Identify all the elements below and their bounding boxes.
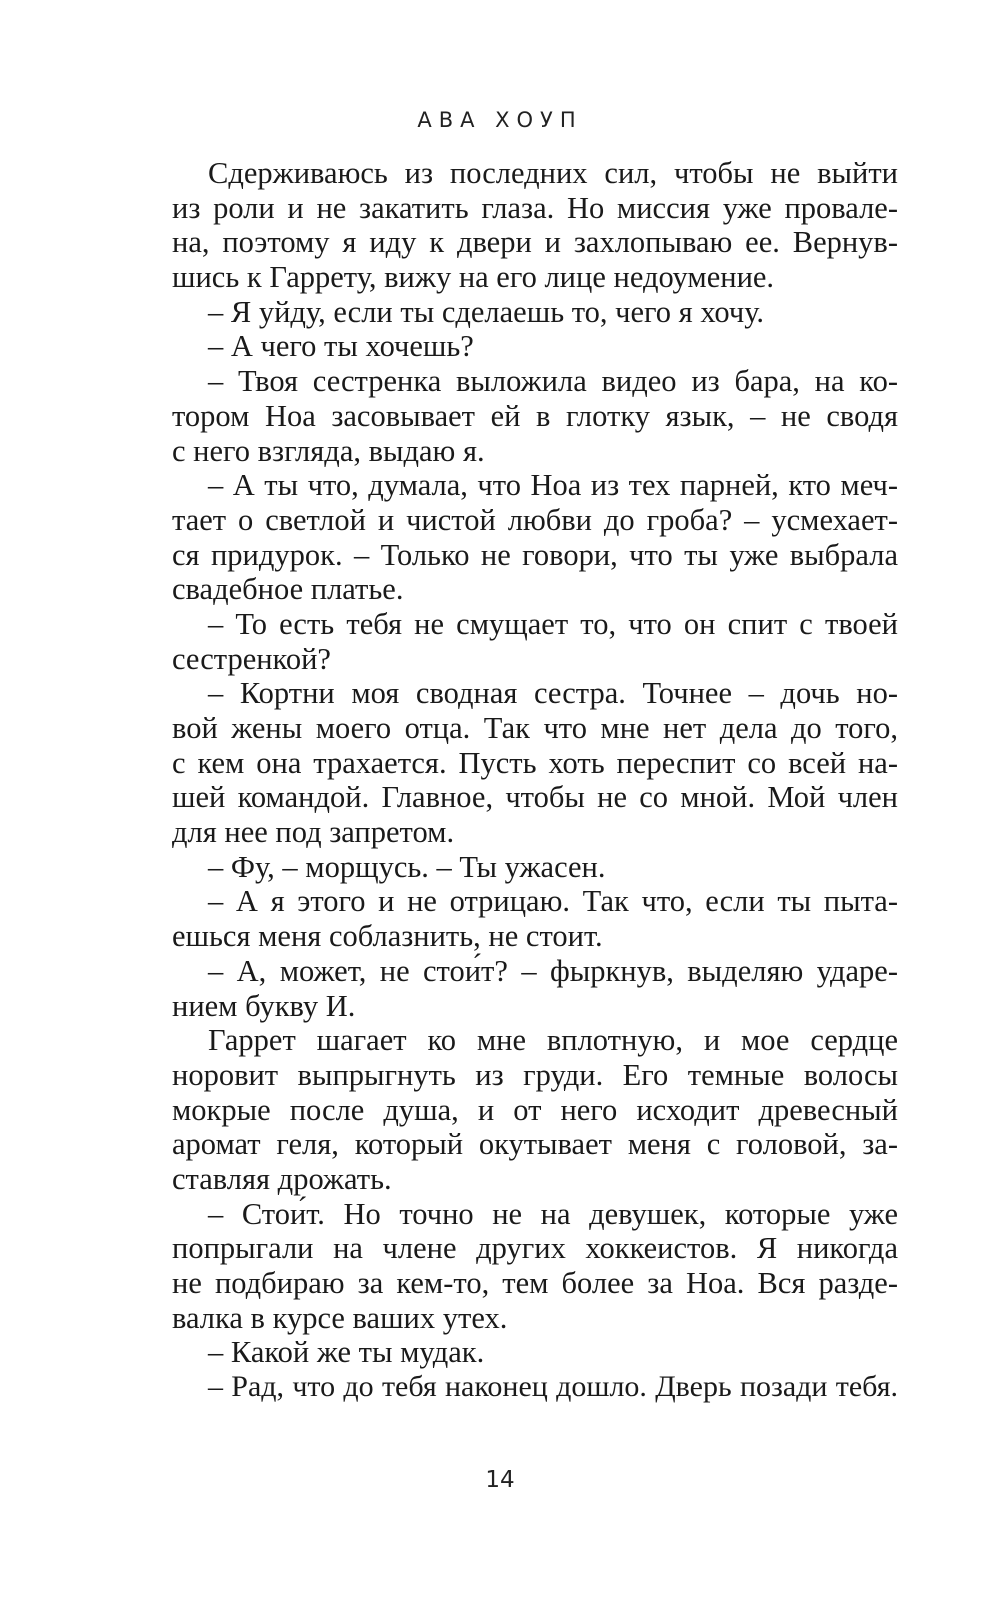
text-line: – А я этого и не отрицаю. Так что, если ты пыта- xyxy=(208,884,898,919)
text-line: – Я уйду, если ты сделаешь то, чего я хочу. xyxy=(208,294,765,329)
text-line: на, поэтому я иду к двери и захлопываю ее. Вернув- xyxy=(172,225,898,260)
text-line: тором Ноа засовывает ей в глотку язык, – не сводя xyxy=(172,398,898,433)
text-line: норовит выпрыгнуть из груди. Его темные волосы xyxy=(172,1057,898,1092)
text-line: – Какой же ты мудак. xyxy=(208,1335,485,1370)
text-line: сестренкой? xyxy=(172,641,331,676)
text-line: шись к Гаррету, вижу на его лице недоумение. xyxy=(172,260,775,295)
page-number: 14 xyxy=(485,1467,515,1493)
text-line: ставляя дрожать. xyxy=(172,1161,392,1196)
text-line: нием букву И. xyxy=(172,988,356,1023)
text-line: попрыгали на члене других хоккеистов. Я никогда xyxy=(172,1231,898,1266)
text-line: – Стои́т. Но точно не на девушек, которые уже xyxy=(208,1196,898,1231)
text-line: валка в курсе ваших утех. xyxy=(172,1300,508,1335)
text-line: Сдерживаюсь из последних сил, чтобы не выйти xyxy=(208,156,898,190)
text-line: аромат геля, который окутывает меня с головой, за- xyxy=(172,1127,898,1162)
text-line: мокрые после душа, и от него исходит древесный xyxy=(172,1092,898,1127)
text-line: – А, может, не стои́т? – фыркнув, выделяю ударе- xyxy=(208,953,898,988)
text-line: – Твоя сестренка выложила видео из бара, на ко- xyxy=(208,364,898,399)
text-line: с кем она трахается. Пусть хоть переспит со всей на- xyxy=(172,745,898,780)
text-line: из роли и не закатить глаза. Но миссия уже провале- xyxy=(172,190,898,225)
text-line: – А чего ты хочешь? xyxy=(208,329,474,364)
running-head: АВА ХОУП xyxy=(417,108,583,132)
text-line: Гаррет шагает ко мне вплотную, и мое сердце xyxy=(208,1023,898,1058)
body-text xyxy=(172,156,898,1405)
text-line: тает о светлой и чистой любви до гроба? – усмехает- xyxy=(172,502,898,537)
text-line: для нее под запретом. xyxy=(172,815,455,850)
text-line: – Рад, что до тебя наконец дошло. Дверь позади тебя. xyxy=(208,1370,898,1404)
text-line: – Фу, – морщусь. – Ты ужасен. xyxy=(208,849,606,884)
text-line: ешься меня соблазнить, не стоит. xyxy=(172,919,603,954)
text-line: ся придурок. – Только не говори, что ты уже выбрала xyxy=(172,537,898,572)
text-line: – То есть тебя не смущает то, что он спит с твоей xyxy=(208,606,898,641)
text-line: – Кортни моя сводная сестра. Точнее – дочь но- xyxy=(208,676,898,711)
text-line: с него взгляда, выдаю я. xyxy=(172,433,485,468)
text-line: свадебное платье. xyxy=(172,572,404,607)
text-line: вой жены моего отца. Так что мне нет дела до того, xyxy=(172,711,898,745)
text-line: шей командой. Главное, чтобы не со мной. Мой член xyxy=(172,780,898,815)
text-line: – А ты что, думала, что Ноа из тех парней, кто меч- xyxy=(208,468,898,503)
text-line: не подбираю за кем-то, тем более за Ноа. Вся разде- xyxy=(172,1266,898,1300)
